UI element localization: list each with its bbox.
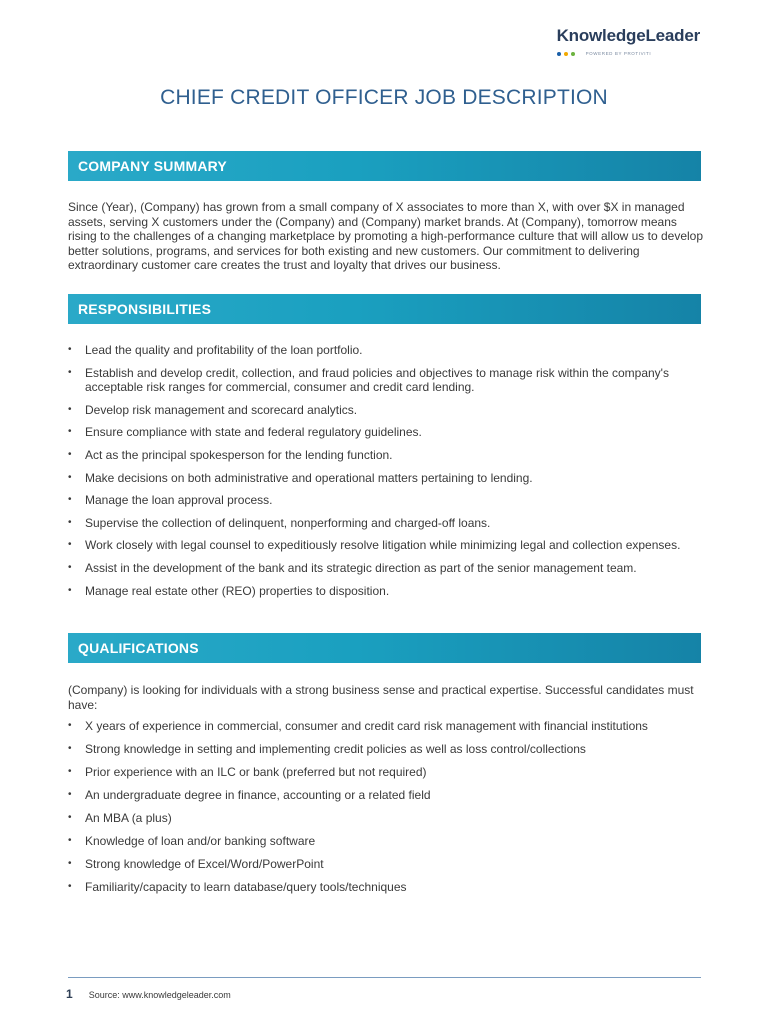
list-item: • Ensure compliance with state and federal regulatory guidelines. — [68, 425, 704, 440]
list-item: • Lead the quality and profitability of the loan portfolio. — [68, 343, 704, 358]
list-item: • Assist in the development of the bank and its strategic direction as part of the senior management team. — [68, 561, 704, 576]
qualifications-list — [68, 719, 704, 903]
list-item: • Strong knowledge in setting and implementing credit policies as well as loss control/collections — [68, 742, 704, 757]
list-item: • Make decisions on both administrative and operational matters pertaining to lending. — [68, 471, 704, 486]
list-item: • Prior experience with an ILC or bank (preferred but not required) — [68, 765, 704, 780]
footer-divider — [68, 977, 701, 978]
list-item: • Strong knowledge of Excel/Word/PowerPoint — [68, 857, 704, 872]
list-item: • Familiarity/capacity to learn database/query tools/techniques — [68, 880, 704, 895]
list-item: • Act as the principal spokesperson for the lending function. — [68, 448, 704, 463]
list-item: • Establish and develop credit, collection, and fraud policies and objectives to manage risk within the company's acceptable risk ranges for commercial, consumer and credit card lending. — [68, 366, 704, 395]
responsibilities-list — [68, 343, 704, 606]
list-item: • Supervise the collection of delinquent, nonperforming and charged-off loans. — [68, 516, 704, 531]
brand-tagline-row — [557, 51, 700, 56]
list-item: • Manage real estate other (REO) properties to disposition. — [68, 584, 704, 599]
section-heading-responsibilities: RESPONSIBILITIES — [68, 294, 701, 324]
page-number: 1 — [66, 987, 73, 1001]
section-heading-qualifications: QUALIFICATIONS — [68, 633, 701, 663]
section-heading-company-summary: COMPANY SUMMARY — [68, 151, 701, 181]
brand-name: KnowledgeLeader — [556, 26, 700, 45]
list-item: • An undergraduate degree in finance, accounting or a related field — [68, 788, 704, 803]
source-link[interactable]: Source: www.knowledgeleader.com — [88, 990, 231, 1000]
list-item: • Manage the loan approval process. — [68, 493, 704, 508]
list-item: • Knowledge of loan and/or banking software — [68, 834, 704, 849]
brand-dot-icon — [571, 52, 575, 56]
brand-dot-icon — [557, 52, 561, 56]
company-summary-text: Since (Year), (Company) has grown from a small company of X associates to more than X, with over $X in managed assets, serving X customers under the (Company) and (Company) market brands. At (Company), tomorrow means rising to the challenges of a changing marketplace by promoting a high-performance culture that will allow us to develop better solutions, programs, and services for both existing and new customers. Our commitment to delivering extraordinary customer care creates the trust and loyalty that drives our business. — [68, 200, 704, 273]
list-item: • Work closely with legal counsel to expeditiously resolve litigation while minimizing legal and collection expenses. — [68, 538, 704, 553]
brand-dot-icon — [564, 52, 568, 56]
page-footer — [66, 987, 231, 1001]
brand-logo — [557, 26, 700, 56]
list-item: • X years of experience in commercial, consumer and credit card risk management with financial institutions — [68, 719, 704, 734]
list-item: • An MBA (a plus) — [68, 811, 704, 826]
document-title: CHIEF CREDIT OFFICER JOB DESCRIPTION — [160, 86, 608, 109]
list-item: • Develop risk management and scorecard analytics. — [68, 403, 704, 418]
qualifications-intro: (Company) is looking for individuals with a strong business sense and practical expertise. Successful candidates must have: — [68, 683, 694, 712]
brand-tagline: POWERED BY PROTIVITI — [585, 51, 652, 56]
